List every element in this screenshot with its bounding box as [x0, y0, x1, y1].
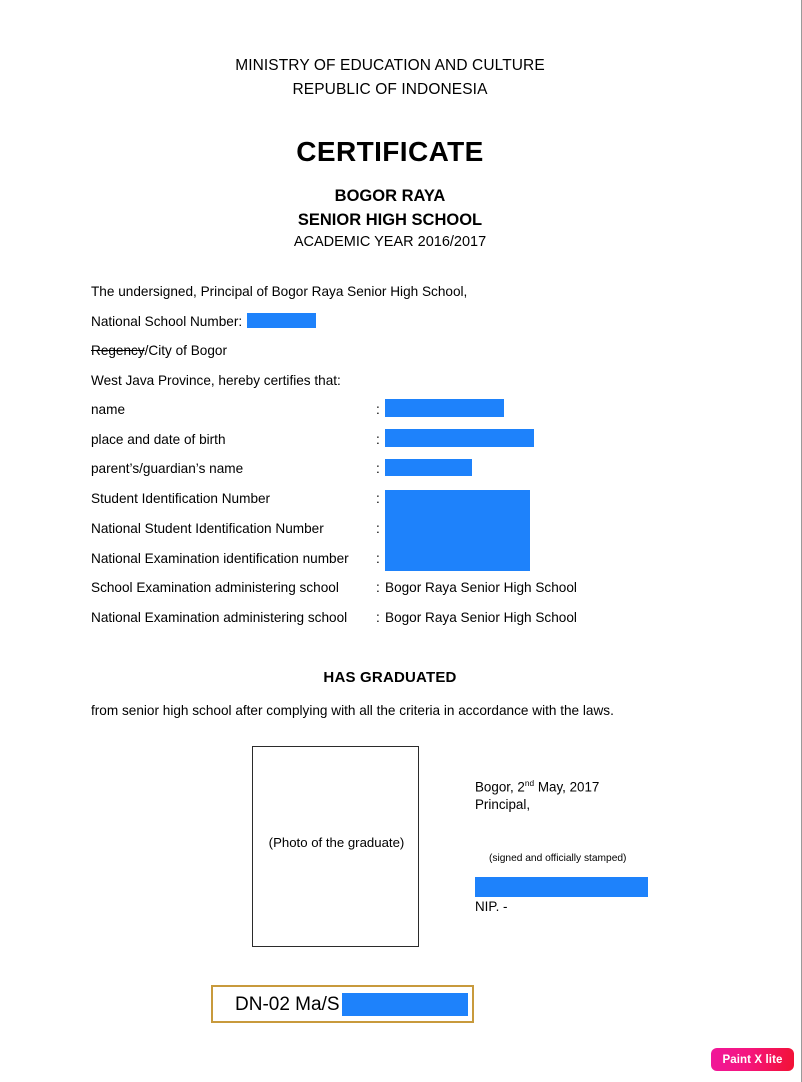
field-label-national-student-identification-number: National Student Identification Number — [91, 521, 324, 536]
field-redaction-parent-guardian-name — [385, 459, 472, 476]
school-name-line-2: SENIOR HIGH SCHOOL — [297, 211, 483, 229]
field-value-school-examination-administering-school: Bogor Raya Senior High School — [385, 580, 577, 595]
field-colon-parent-guardian-name: : — [376, 461, 380, 476]
has-graduated-heading: HAS GRADUATED — [323, 669, 457, 686]
regency-struck-text: Regency — [91, 343, 145, 358]
field-colon-place-and-date-of-birth: : — [376, 432, 380, 447]
undersigned-statement: The undersigned, Principal of Bogor Raya Senior High School, — [91, 284, 468, 299]
graduate-photo-caption: (Photo of the graduate) — [268, 835, 405, 850]
field-colon-national-student-identification-number: : — [376, 521, 380, 536]
field-colon-national-examination-administering-school: : — [376, 610, 380, 625]
field-label-name: name — [91, 402, 126, 417]
principal-name-redaction — [475, 877, 648, 897]
regency-city-row — [91, 343, 227, 358]
field-colon-student-identification-number: : — [376, 491, 380, 506]
field-colon-national-examination-identification-number: : — [376, 551, 380, 566]
field-redaction-place-and-date-of-birth — [385, 429, 534, 447]
field-label-school-examination-administering-school: School Examination administering school — [91, 580, 339, 595]
signature-date-ordinal-suffix: nd — [524, 778, 535, 788]
serial-number-redaction — [342, 993, 468, 1016]
field-redaction-name — [385, 399, 504, 417]
signature-role-label: Principal, — [475, 797, 531, 812]
province-statement: West Java Province, hereby certifies that: — [91, 373, 341, 388]
page-title: CERTIFICATE — [296, 136, 484, 167]
field-value-national-examination-administering-school: Bogor Raya Senior High School — [385, 610, 577, 625]
city-of-bogor-text: /City of Bogor — [144, 343, 228, 358]
signature-place-date-suffix: May, 2017 — [534, 779, 600, 795]
national-school-number-redaction — [247, 313, 316, 328]
serial-number-text: DN-02 Ma/S — [235, 994, 340, 1015]
field-colon-name: : — [376, 402, 380, 417]
field-redaction-identification-numbers-block — [385, 490, 530, 571]
signature-place-date — [475, 778, 599, 794]
principal-nip-label: NIP. - — [475, 899, 508, 914]
field-colon-school-examination-administering-school: : — [376, 580, 380, 595]
field-label-student-identification-number: Student Identification Number — [91, 491, 271, 506]
graduation-statement: from senior high school after complying with all the criteria in accordance with the laws. — [91, 703, 614, 718]
graduate-photo-placeholder — [252, 746, 419, 947]
field-label-place-and-date-of-birth: place and date of birth — [91, 432, 226, 447]
paint-x-lite-watermark: Paint X lite — [711, 1048, 794, 1071]
signature-place-date-prefix: Bogor, 2 — [475, 779, 525, 795]
ministry-heading: MINISTRY OF EDUCATION AND CULTURE — [235, 57, 545, 74]
republic-heading: REPUBLIC OF INDONESIA — [292, 81, 488, 98]
national-school-number-row — [91, 313, 316, 329]
national-school-number-label: National School Number: — [91, 314, 243, 329]
serial-number-box — [211, 985, 474, 1023]
field-label-national-examination-identification-number: National Examination identification number — [91, 551, 349, 566]
field-label-national-examination-administering-school: National Examination administering school — [91, 610, 348, 625]
school-name-line-1: BOGOR RAYA — [334, 187, 446, 205]
academic-year-label: ACADEMIC YEAR 2016/2017 — [293, 234, 487, 250]
signed-and-stamped-note: (signed and officially stamped) — [489, 853, 627, 864]
field-label-parent-guardian-name: parent’s/guardian’s name — [91, 461, 244, 476]
